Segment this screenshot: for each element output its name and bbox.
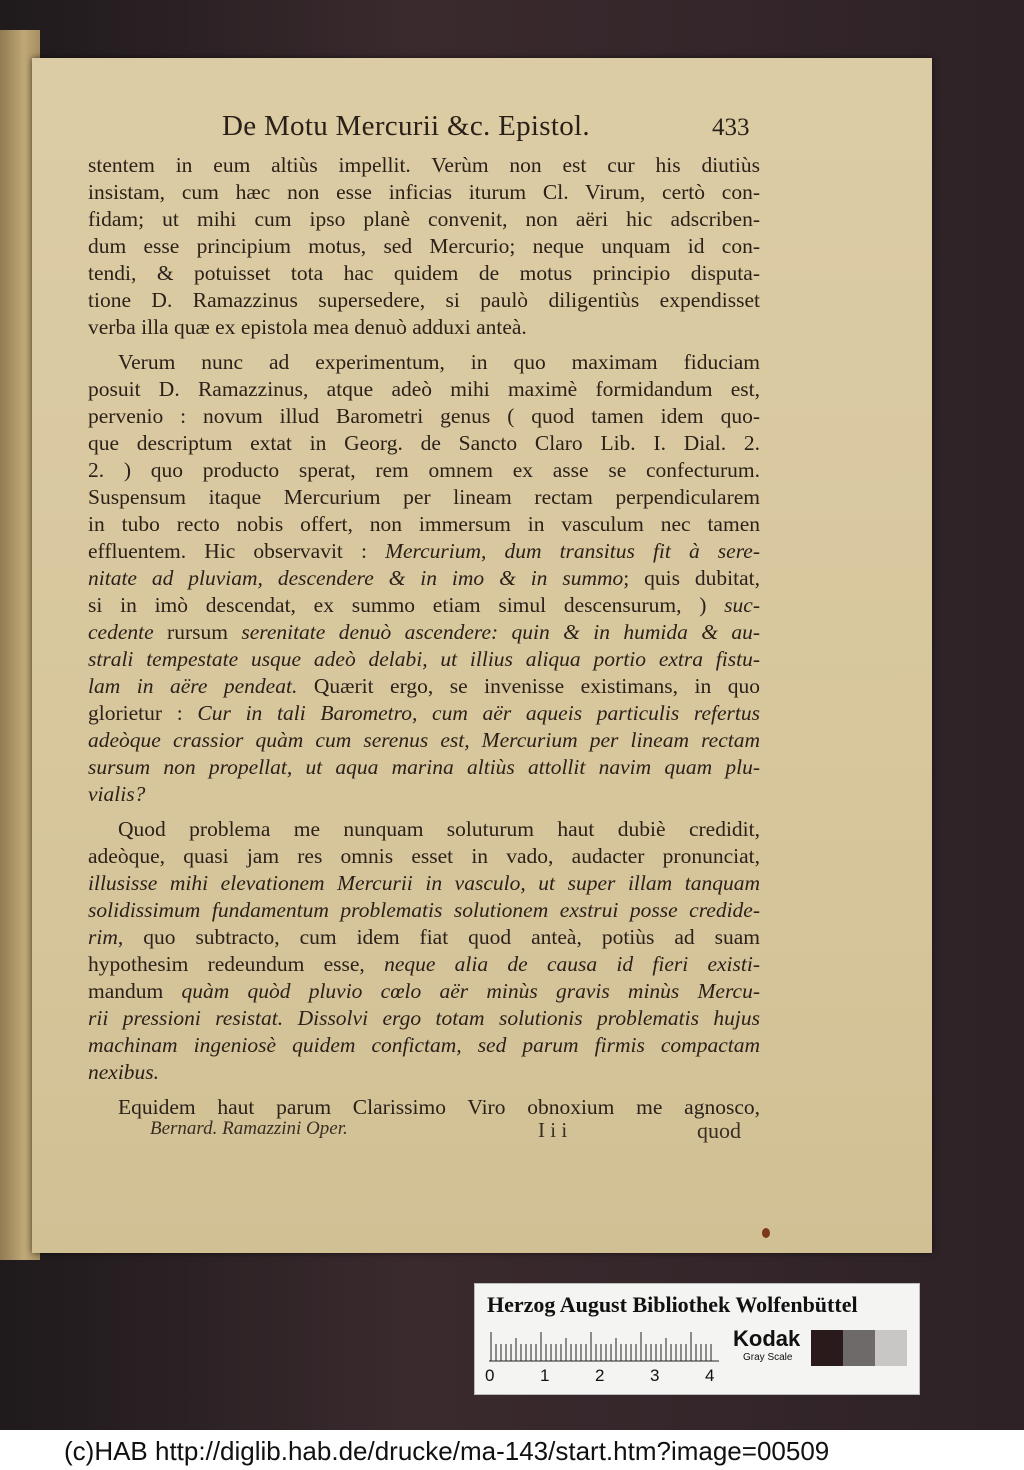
ruler-label: 4 [705,1366,715,1385]
roman-run: tendi, & potuisset tota hac quidem de motus principio disputa- [88,261,760,285]
roman-run: hypothesim redeundum esse, [88,952,385,976]
catchword: quod [697,1118,741,1143]
text-line [88,870,760,897]
italic-run: machinam ingeniosè quidem confictam, sed parum firmis compactam [88,1033,760,1057]
roman-run: ; quis dubitat, [623,566,760,590]
kodak-logo: Kodak [733,1326,801,1351]
paragraph [88,1094,760,1121]
roman-run: adeòque, quasi jam res omnis esset in vado, audacter pronunciat, [88,844,760,868]
italic-run: quàm quòd pluvio cœlo aër minùs gravis minùs Mercu- [181,979,760,1003]
page-body-text [88,152,760,1121]
italic-run: Cur in tali Barometro, cum aër aqueis particulis refertus [197,701,760,725]
italic-run: lam in aëre pendeat. [88,674,298,698]
text-line [88,349,760,376]
italic-run: rii pressioni resistat. Dissolvi ergo totam solutionis problematis hujus [88,1006,760,1030]
roman-run: dum esse principium motus, sed Mercurio; neque unquam id con- [88,234,760,258]
ruler-label: 1 [540,1366,550,1385]
roman-run: in tubo recto nobis offert, non immersum in vasculum nec tamen [88,512,760,536]
library-name: Herzog August Bibliothek Wolfenbüttel [487,1292,858,1317]
text-line [88,727,760,754]
text-line [88,1032,760,1059]
italic-run: Mercurium, dum transitus fit à sere- [385,539,760,563]
roman-run: glorietur : [88,701,198,725]
italic-run: vialis? [88,782,146,806]
text-line [88,1059,760,1086]
text-line [88,484,760,511]
roman-run: pervenio : novum illud Barometri genus ( quod tamen idem quo- [88,404,760,428]
page-number: 433 [712,114,750,141]
scale-ruler [489,1330,719,1362]
gray-swatch [811,1330,843,1366]
target-card [474,1283,920,1395]
italic-run: solidissimum fundamentum problematis solutionem exstrui posse credide- [88,898,760,922]
text-line [88,538,760,565]
roman-run: fidam; ut mihi cum ipso planè convenit, non aëri hic adscriben- [88,207,760,231]
roman-run: insistam, cum hæc non esse inficias iturum Cl. Virum, certò con- [88,180,760,204]
signature-mark: Bernard. Ramazzini Oper. [150,1118,348,1139]
roman-run: posuit D. Ramazzinus, atque adeò mihi maximè formidandum est, [88,377,760,401]
text-line [88,430,760,457]
text-line [88,700,760,727]
gathering-signature: I i i [538,1118,568,1142]
text-line [88,897,760,924]
ink-spot [762,1228,770,1238]
text-line [88,673,760,700]
italic-run: nitate ad pluviam, descendere & in imo & in summo [88,566,624,590]
italic-run: cedente [88,620,154,644]
paragraph [88,816,760,1086]
text-line [88,206,760,233]
gray-swatch [875,1330,907,1366]
text-line [88,376,760,403]
italic-run: illusisse mihi elevationem Mercurii in vasculo, ut super illam tanquam [88,871,760,895]
text-line [88,781,760,808]
text-line [88,314,760,341]
roman-run: si in imò descendat, ex summo etiam simul descensurum, ) [88,593,725,617]
italic-run: serenitate denuò ascendere: quin & in humida & au- [241,620,760,644]
text-line [88,754,760,781]
italic-run: adeòque crassior quàm cum serenus est, Mercurium per lineam rectam [88,728,760,752]
paragraph [88,349,760,808]
italic-run: rim [88,925,118,949]
source-url: (c)HAB http://diglib.hab.de/drucke/ma-143/start.htm?image=00509 [64,1436,830,1466]
text-line [88,287,760,314]
ruler-label: 3 [650,1366,660,1385]
roman-run: stentem in eum altiùs impellit. Verùm non est cur his diutiùs [88,153,760,177]
roman-run: Quod problema me nunquam soluturum haut dubiè credidit, [118,817,760,841]
roman-run: que descriptum extat in Georg. de Sancto Claro Lib. I. Dial. 2. [88,431,760,455]
paragraph [88,152,760,341]
text-line [88,457,760,484]
text-line [88,646,760,673]
italic-run: suc- [724,593,760,617]
text-line [88,260,760,287]
ruler-label: 2 [595,1366,605,1385]
text-line [88,1094,760,1121]
text-line [88,511,760,538]
roman-run: Suspensum itaque Mercurium per lineam rectam perpendicularem [88,485,760,509]
text-line [88,816,760,843]
roman-run: effluentem. Hic observavit : [88,539,386,563]
ruler-label: 0 [485,1366,495,1385]
roman-run: Quærit ergo, se invenisse existimans, in quo [297,674,760,698]
text-line [88,233,760,260]
text-line [88,1005,760,1032]
text-line [88,179,760,206]
italic-run: sursum non propellat, ut aqua marina altiùs attollit navim quam plu- [88,755,760,779]
gray-scale-swatches [811,1330,907,1366]
roman-run: Verum nunc ad experimentum, in quo maximam fiduciam [118,350,760,374]
text-line [88,619,760,646]
text-line [88,152,760,179]
roman-run: , quo subtracto, cum idem fiat quod anteà, potiùs ad suam [117,925,760,949]
text-line [88,403,760,430]
roman-run: tione D. Ramazzinus supersedere, si paulò diligentiùs expendisset [88,288,760,312]
text-line [88,924,760,951]
roman-run: Equidem haut parum Clarissimo Viro obnoxium me agnosco, [118,1095,760,1119]
italic-run: strali tempestate usque adeò delabi, ut illius aliqua portio extra fistu- [88,647,760,671]
ruler-labels [485,1366,725,1388]
gray-scale-label: Gray Scale [743,1352,793,1363]
roman-run: verba illa quæ ex epistola mea denuò adduxi anteà. [88,315,527,339]
text-line [88,565,760,592]
roman-run: mandum [88,979,182,1003]
italic-run: neque alia de causa id fieri existi- [384,952,760,976]
roman-run: 2. ) quo producto sperat, rem omnem ex asse se confecturum. [88,458,760,482]
text-line [88,978,760,1005]
italic-run: nexibus. [88,1060,160,1084]
running-head: De Motu Mercurii &c. Epistol. [222,110,590,142]
text-line [88,592,760,619]
roman-run: rursum [153,620,242,644]
text-line [88,951,760,978]
gray-swatch [843,1330,875,1366]
text-line [88,843,760,870]
